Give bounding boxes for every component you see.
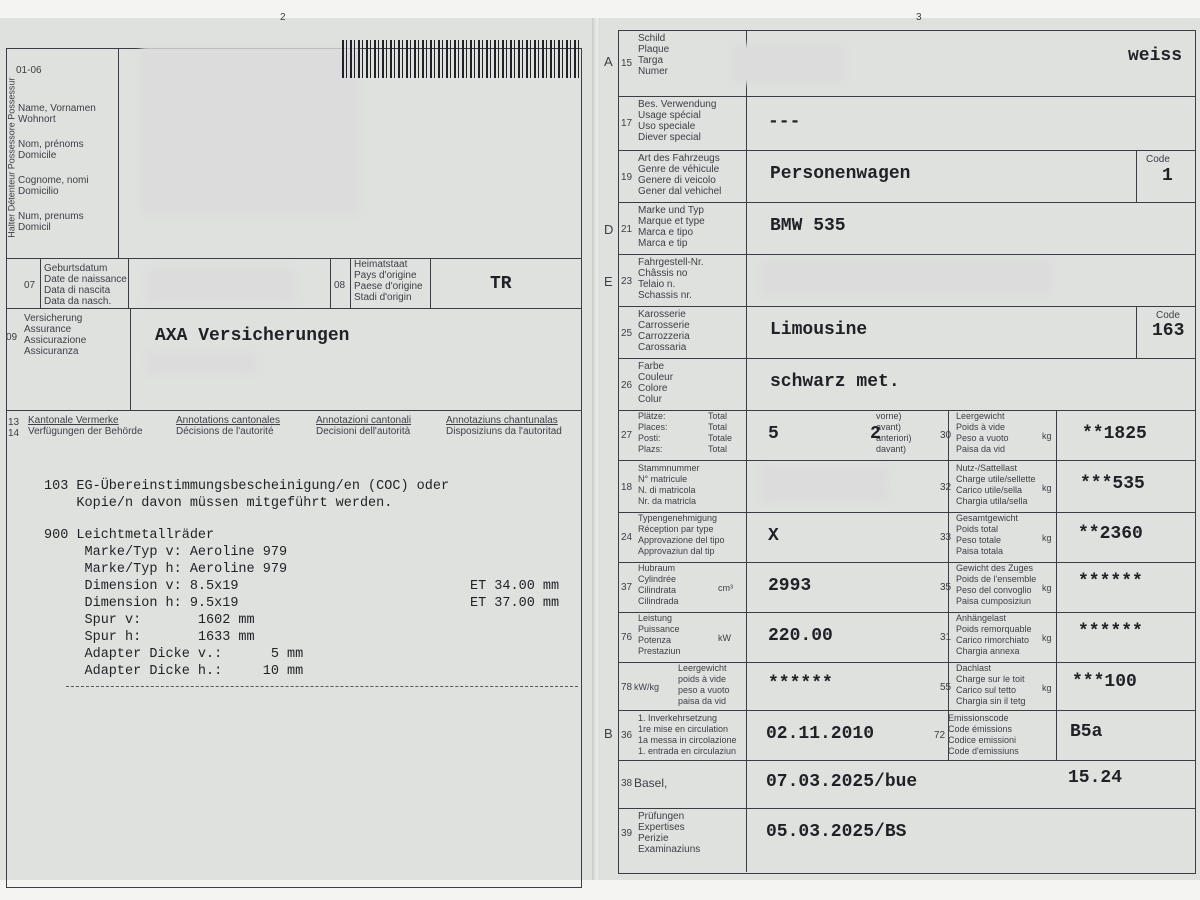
vehicle-type-code: 1 (1162, 166, 1173, 186)
redacted-serial (760, 466, 890, 502)
barcode (342, 40, 580, 78)
make-value: BMW 535 (770, 216, 846, 236)
redacted-plate (732, 44, 846, 84)
trailer-load-value: ****** (1078, 622, 1143, 642)
letter-b: B (604, 726, 613, 741)
remarks-lines: 103 EG-Übereinstimmungsbescheinigung/en (COC) oder Kopie/n davon müssen mitgeführt werden. 900 Leichtmetallräder Marke/Typ v: Aeroline 979 Marke/Typ h: Aeroline 979 Dimension v: 8.5x19 Dimension h: 9.5x19 Spur v: 1602 mm Spur h: 1633 mm Adapter Dicke v.: 5 mm Adapter Dicke h.: 10 mm (44, 479, 450, 679)
page-number-left: 2 (280, 12, 286, 23)
power-value: 220.00 (768, 626, 833, 646)
body-value: Limousine (770, 320, 868, 340)
empty-weight-value: **1825 (1082, 424, 1147, 444)
redacted-insurance (146, 352, 258, 374)
vehicle-type-value: Personenwagen (770, 164, 911, 184)
et-front: ET 34.00 mm (470, 579, 560, 594)
left-page: 2 01-06 Halter Détenteur Possessore Possessur Name, Vornamen Wohnort Nom, prénoms Domicile Cognome, nomi Domicilio Num, prenums Domicil 07 Geburtsdatum Date de naissance Data di nascita Data da nasch. 08 Heimatstaat Pays d'origine Paese d'origine Stadi d'origin TR 09 Versicherung Assurance Assicurazione Assicuranza AXA Versicherungen 13 14 Kantonale Vermerke Verfügungen der Behörde Annotations cantonales Décisions de l'autorité Annotazioni cantonali Decisioni dell'autorità Annotaziuns chantunalas Disposiziuns da l'autoritad 103 EG-Übereinstimmungsbescheinigung/en (COC) oder Kopie/n davon müssen mitgeführt werden. 900 Leichtmetallräder Marke/Typ v: Aeroline 979 Marke/Typ h: Aeroline 979 Dimension v: 8.5x19 Dimension h: 9.5x19 Spur v: 1602 mm Spur h: 1633 mm Adapter Dicke v.: 5 mm Adapter Dicke h.: 10 mm ET 34.00 mm ET 37.00 mm (0, 18, 594, 880)
body-code: 163 (1152, 321, 1185, 341)
origin-code: 08 (334, 280, 346, 291)
redacted-owner (140, 46, 360, 216)
letter-a: A (604, 54, 613, 69)
place-label: Basel, (634, 776, 668, 790)
payload-value: ***535 (1080, 474, 1145, 494)
page-number-right: 3 (916, 12, 922, 23)
owner-side-label: Halter Détenteur Possessore Possessur (6, 77, 17, 238)
birthdate-code: 07 (24, 280, 36, 291)
insurance-code: 09 (6, 332, 18, 343)
place-extra: 15.24 (1068, 768, 1123, 788)
train-weight-value: ****** (1078, 572, 1143, 592)
type-approval-value: X (768, 526, 779, 546)
redacted-birthdate (146, 268, 296, 302)
remarks-end-line (66, 686, 578, 687)
form-code: 01-06 (16, 65, 42, 76)
inspection-value: 05.03.2025/BS (766, 822, 907, 842)
et-rear: ET 37.00 mm (470, 596, 560, 611)
total-weight-value: **2360 (1078, 524, 1143, 544)
letter-d: D (604, 222, 614, 237)
seats-value: 5 (768, 424, 779, 444)
first-reg-value: 02.11.2010 (766, 724, 875, 744)
redacted-chassis (760, 260, 1052, 296)
right-page: 3 A 15 Schild Plaque Targa Numer weiss 17 Bes. Verwendung Usage spécial Uso speciale Diever special --- 19 Art des Fahrzeugs Genre de véhicule Genere di veicolo Gener dal vehichel Personenwagen Code 1 D 21 Marke und Typ Marque et type Marca e tipo Marca e tip BMW 535 E 23 Fahrgestell-Nr. Châssis no Telaio n. Schassis nr. 25 Karosserie Carrosserie Carrozzeria Carossaria Limousine Code 163 26 Farbe Couleur Colore Colur schwarz met. 27 Plätze: Places: Posti: Plazs: Total Total Totale Total 5 vorne) avant) anteriori) davant) 2 30 Leergewicht Poids à vide Peso a vuoto Paisa da vid kg **1825 18 Stammnummer N° matricule N. di matricola Nr. da matricla 32 Nutz-/Sattellast Charge utile/sellette Carico utile/sella Chargia utila/sella kg ***535 24 Typengenehmigung Réception par type Approvazione del tipo Approvaziun dal tip X 33 Gesamtgewicht Poids total Peso totale Paisa totala kg **2360 37 Hubraum Cylindrée Cilindrata Cilindrada cm³ 2993 35 Gewicht des Zuges Poids de l'ensemble Peso del convoglio Paisa cumposiziun kg ****** 76 Leistung Puissance Potenza Prestaziun kW 220.00 31 Anhängelast Poids remorquable Carico rimorchiato Chargia annexa kg ****** 78 kW/kg Leergewicht poids à vide peso a vuoto paisa da vid ****** 55 Dachlast Charge sur le toit Carico sul tetto Chargia sin il tetg kg ***100 B 36 1. Inverkehrsetzung 1re mise en circulation 1a messa in circolazione 1. entrada en circulaziun 02.11.2010 72 Emissionscode Code émissions Codice emissioni Code d'emissiuns B5a 38 Basel, 07.03.2025/bue 15.24 39 Prüfungen Expertises Perizie Examinaziuns 05.03.2025/BS (600, 18, 1200, 880)
roof-load-value: ***100 (1072, 672, 1137, 692)
emission-value: B5a (1070, 722, 1103, 742)
place-value: 07.03.2025/bue (766, 772, 918, 792)
plate-value: weiss (1128, 46, 1183, 66)
insurance-value: AXA Versicherungen (155, 326, 350, 346)
power-weight-value: ****** (768, 674, 833, 694)
displacement-value: 2993 (768, 576, 812, 596)
color-value: schwarz met. (770, 372, 900, 392)
origin-value: TR (490, 274, 512, 294)
letter-e: E (604, 274, 613, 289)
special-use-value: --- (768, 112, 801, 132)
seats-front-value: 2 (870, 424, 881, 444)
